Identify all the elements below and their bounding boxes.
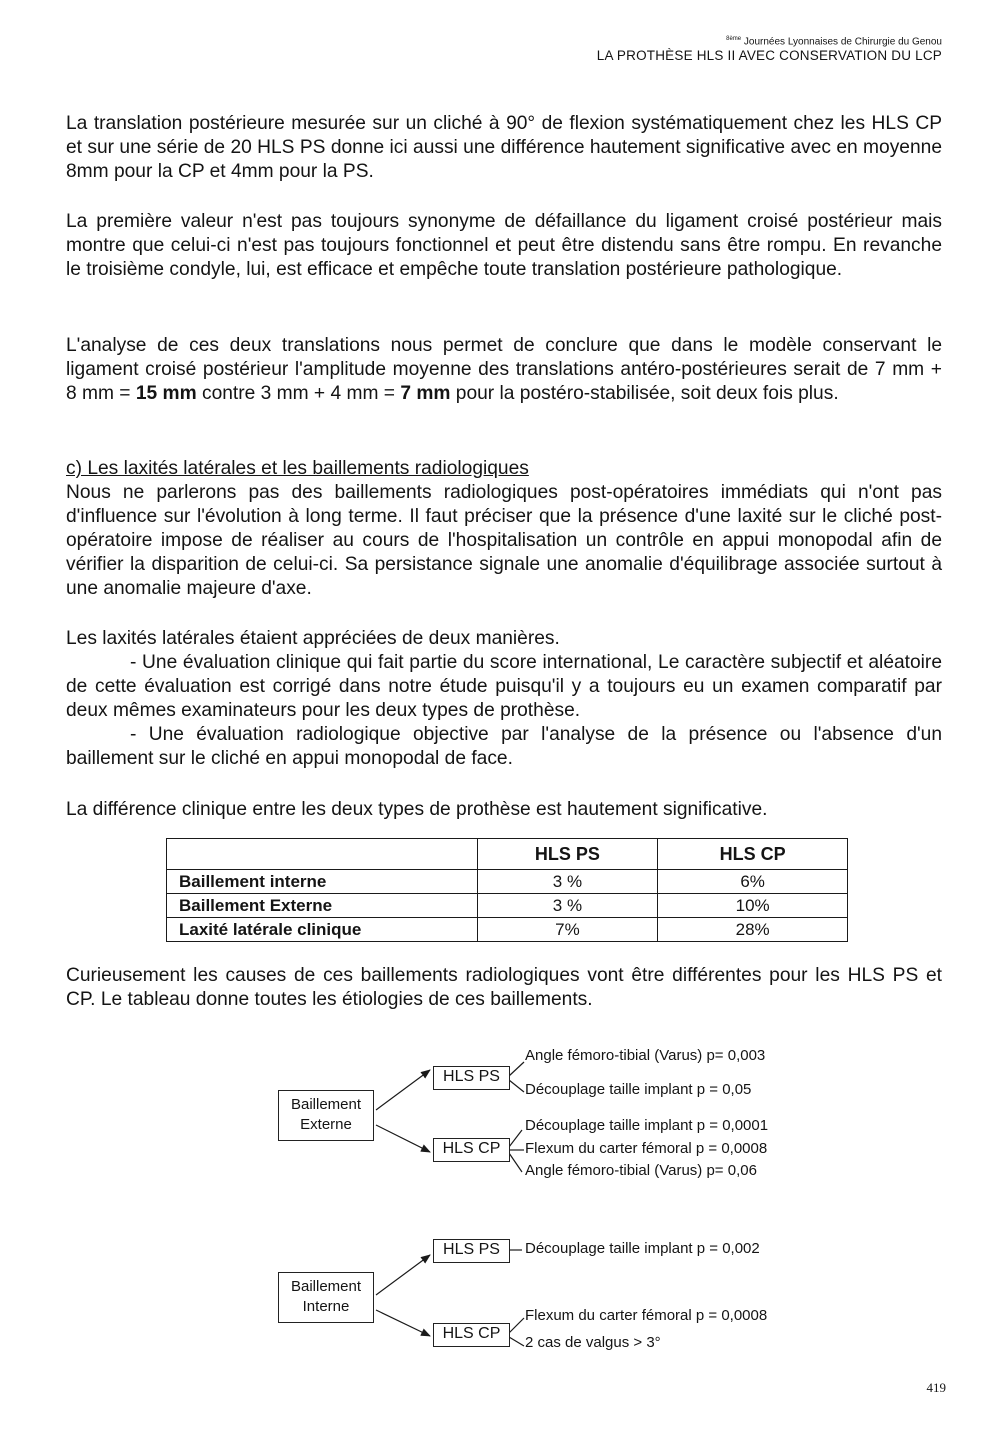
p3-part-a: L'analyse de ces deux translations nous permet de conclure que dans le modèle conservant le ligament croisé postérieur l'amplitude moyenne des translations antéro-postérieures serait de 7 mm + 8 mm = bbox=[66, 335, 942, 404]
diagram1-root-line2: Externe bbox=[300, 1116, 352, 1133]
diagram2-cp-cause: Flexum du carter fémoral p = 0,0008 bbox=[525, 1307, 768, 1324]
p3-total-ps: 7 mm bbox=[400, 383, 451, 404]
line-cp-cause-1 bbox=[509, 1318, 524, 1333]
diagram1-hls-cp-label: HLS CP bbox=[442, 1140, 501, 1157]
line-ps-cause-1 bbox=[509, 1062, 524, 1076]
diagram2-root-line2: Interne bbox=[302, 1298, 350, 1315]
diagram1-root-line1: Baillement bbox=[290, 1096, 362, 1113]
diagram1-ps-cause: Angle fémoro-tibial (Varus) p= 0,003 bbox=[525, 1047, 766, 1064]
diagram2-root-box bbox=[278, 1272, 374, 1323]
paragraph-8-text: La différence clinique entre les deux types de prothèse est hautement significative. bbox=[66, 799, 768, 820]
diagram1-hls-ps-label: HLS PS bbox=[443, 1068, 500, 1085]
diagram2-ps-cause: Découplage taille implant p = 0,002 bbox=[525, 1240, 760, 1257]
table-cell: 28% bbox=[658, 918, 848, 942]
table-row-label: Baillement Externe bbox=[167, 894, 478, 918]
paragraph-1-text: La translation postérieure mesurée sur un cliché à 90° de flexion systématiquement chez les HLS CP et sur une série de 20 HLS PS donne ici aussi une différence hautement significative avec en moyenne 8mm pour la CP et 4mm pour la PS. bbox=[66, 113, 942, 182]
page-number: 419 bbox=[926, 1380, 946, 1395]
diagram2-root-line1: Baillement bbox=[290, 1278, 362, 1295]
line-cp-cause-2 bbox=[509, 1337, 524, 1346]
line-ps-cause-2 bbox=[509, 1080, 524, 1092]
arrow-interne-to-cp bbox=[376, 1310, 430, 1336]
table-cell: 10% bbox=[658, 894, 848, 918]
diagram2-hls-cp-box bbox=[433, 1323, 510, 1347]
paragraph-5-text: Les laxités latérales étaient appréciées de deux manières. bbox=[66, 628, 560, 649]
header-conference-name: Journées Lyonnaises de Chirurgie du Genou bbox=[741, 36, 942, 48]
line-cp-cause-1 bbox=[509, 1130, 522, 1147]
diagram2-hls-cp-label: HLS CP bbox=[442, 1325, 501, 1342]
diagram2-hls-ps-label: HLS PS bbox=[443, 1241, 500, 1258]
table-cell: 7% bbox=[477, 918, 658, 942]
table-cell: 3 % bbox=[477, 894, 658, 918]
table-header-cell: HLS PS bbox=[477, 839, 658, 870]
paragraph-6-text: - Une évaluation clinique qui fait partie du score international, Le caractère subjectif et aléatoire de cette évaluation est corrigé dans notre étude puisqu'il y a toujours eu un examen comparatif par deux mêmes examinateurs pour les deux types de prothèse. bbox=[66, 652, 942, 721]
p3-part-e: pour la postéro-stabilisée, soit deux fois plus. bbox=[450, 383, 839, 404]
diagram1-cp-cause: Angle fémoro-tibial (Varus) p= 0,06 bbox=[525, 1162, 757, 1179]
arrow-interne-to-ps bbox=[376, 1255, 430, 1295]
diagram1-hls-ps-box bbox=[433, 1066, 510, 1090]
paragraph-9-text: Curieusement les causes de ces baillements radiologiques vont être différentes pour les HLS PS et CP. Le tableau donne toutes les étiologies de ces baillements. bbox=[66, 965, 942, 1010]
table-cell: 3 % bbox=[477, 870, 658, 894]
arrow-externe-to-ps bbox=[376, 1070, 430, 1110]
table-header-cell: HLS CP bbox=[658, 839, 848, 870]
arrow-externe-to-cp bbox=[376, 1125, 430, 1152]
header-ordinal: 8ème bbox=[726, 36, 742, 42]
diagram1-cp-cause: Découplage taille implant p = 0,0001 bbox=[525, 1117, 769, 1134]
table-row-label: Baillement interne bbox=[167, 870, 478, 894]
diagram1-root-box bbox=[278, 1090, 374, 1141]
diagram1-hls-cp-box bbox=[433, 1138, 510, 1162]
p3-total-cp: 15 mm bbox=[135, 383, 197, 404]
diagram1-ps-cause: Découplage taille implant p = 0,05 bbox=[525, 1081, 752, 1098]
table-row-label: Laxité latérale clinique bbox=[167, 918, 478, 942]
paragraph-7-text: - Une évaluation radiologique objective par l'analyse de la présence ou l'absence d'un baillement sur le cliché en appui monopodal de face. bbox=[66, 724, 942, 769]
diagram2-hls-ps-box bbox=[433, 1239, 510, 1263]
paragraph-2-text: La première valeur n'est pas toujours synonyme de défaillance du ligament croisé postérieur mais montre que celui-ci n'est pas toujours fonctionnel et peut être distendu sans être rompu. En revanche le troisième condyle, lui, est efficace et empêche toute translation postérieure pathologique. bbox=[66, 211, 942, 280]
p3-part-c: contre 3 mm + 4 mm = bbox=[196, 383, 401, 404]
section-title-text: c) Les laxités latérales et les baillements radiologiques bbox=[66, 458, 529, 479]
diagram2-cp-cause: 2 cas de valgus > 3° bbox=[525, 1334, 661, 1351]
table-cell: 6% bbox=[658, 870, 848, 894]
header-title: LA PROTHÈSE HLS II AVEC CONSERVATION DU LCP bbox=[596, 47, 942, 63]
diagram1-cp-cause: Flexum du carter fémoral p = 0,0008 bbox=[525, 1140, 768, 1157]
paragraph-4-text: Nous ne parlerons pas des baillements radiologiques post-opératoires immédiats qui n'ont pas d'influence sur l'évolution à long terme. Il faut préciser que la présence d'une laxité sur le cliché post-opératoire impose de réaliser au cours de l'hospitalisation un contrôle en appui monopodal afin de vérifier la disparition de celui-ci. Sa persistance signale une anomalie d'équilibrage associée surtout à une anomalie majeure d'axe. bbox=[66, 482, 942, 599]
line-cp-cause-3 bbox=[509, 1153, 522, 1172]
